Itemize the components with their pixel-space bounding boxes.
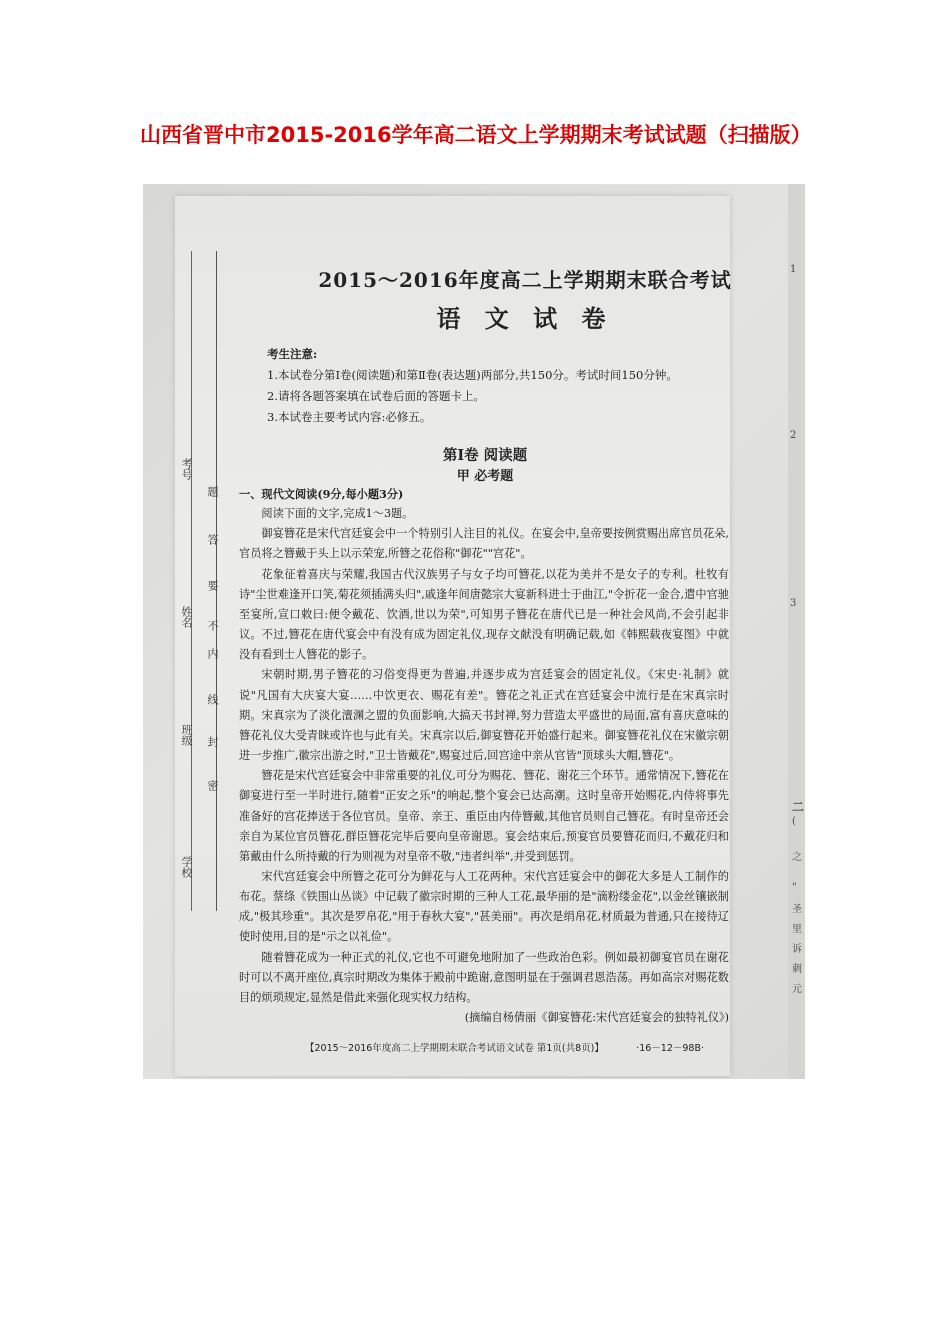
footer-code: ·16－12－98B· [636, 1043, 704, 1054]
exam-subject: 语 文 试 卷 [436, 304, 614, 333]
next-page-mark: 元 [792, 984, 802, 995]
next-page-mark: 刺 [792, 964, 802, 975]
field-school: 学校 [180, 856, 193, 878]
next-page-mark: 3 [790, 598, 797, 609]
seal-word: 答 [206, 534, 219, 545]
adjacent-page-edge [788, 184, 805, 1079]
next-page-mark: 之 [792, 852, 802, 863]
passage-source: (摘编自杨倩丽《御宴簪花:宋代宫廷宴会的独特礼仪》) [464, 1011, 729, 1025]
scanned-exam-image [143, 184, 805, 1079]
section-title: 第Ⅰ卷 阅读题 [442, 447, 528, 464]
seal-word: 密 [206, 780, 219, 791]
notice-item: 2.请将各题答案填在试卷后面的答题卡上。 [267, 389, 485, 403]
next-page-mark: 二 [792, 800, 805, 814]
exam-header [305, 264, 745, 334]
page-footer: 【2015～2016年度高二上学期期末联合考试语文试卷 第1页(共8页)】 [305, 1043, 604, 1054]
question-instruction: 阅读下面的文字,完成1～3题。 [261, 507, 414, 521]
passage-paragraph: 随着簪花成为一种正式的礼仪,它也不可避免地附加了一些政治色彩。例如最初御宴官员在谢花时可以不离开座位,真宗时期改为集体于殿前中跪谢,意图明显在于强调君恩浩荡。再如高宗对赐花数目的烦琐规定,显然是借此来强化现实权力结构。 [239, 950, 729, 1004]
field-class: 班级 [180, 724, 193, 746]
document-title: 山西省晋中市2015-2016学年高二语文上学期期末考试试题（扫描版） [140, 123, 812, 147]
seal-word: 封 [206, 736, 219, 747]
seal-word: 内 [206, 648, 219, 659]
next-page-mark: ( [792, 816, 796, 827]
passage-paragraph: 花象征着喜庆与荣耀,我国古代汉族男子与女子均可簪花,以花为美并不是女子的专利。杜牧有诗"尘世难逢开口笑,菊花须插满头归",戚逢年间唐懿宗大宴新科进士于曲江,"令折花一金合,遣中官驰至宴所,宣口敕曰:便令戴花、饮酒,世以为荣",可知男子簪花在唐代已是一种社会风尚,不会引起非议。不过,簪花在唐代宴会中有没有成为固定礼仪,现存文献没有明确记载,如《韩熙载夜宴图》中就没有看到士人簪花的影子。 [239, 567, 729, 662]
passage-paragraph: 御宴簪花是宋代宫廷宴会中一个特别引人注目的礼仪。在宴会中,皇帝要按例赏赐出席官员花朵,官员将之簪戴于头上以示荣宠,所簪之花俗称"御花""宫花"。 [239, 527, 729, 561]
passage-paragraph: 宋朝时期,男子簪花的习俗变得更为普遍,并逐步成为宫廷宴会的固定礼仪。《宋史·礼制》就说"凡国有大庆宴大宴……中饮更衣、赐花有差"。簪花之礼正式在宫廷宴会中流行是在宋真宗时期。宋真宗为了淡化澶渊之盟的负面影响,大搞天书封禅,努力营造太平盛世的局面,富有喜庆意味的簪花礼仪大受青睐或许也与此有关。宋真宗以后,御宴簪花开始盛行起来。御宴簪花礼仪在宋徽宗朝进一步推广,徽宗出游之时,"卫士皆戴花",赐宴过后,回宫途中亲从官皆"顶球头大帽,簪花"。 [239, 668, 729, 763]
next-page-mark: 圣 [792, 904, 802, 915]
notice-title: 考生注意: [267, 347, 318, 361]
notice-item: 1.本试卷分第Ⅰ卷(阅读题)和第Ⅱ卷(表达题)两部分,共150分。考试时间150分钟。 [267, 368, 678, 382]
next-page-mark: 1 [790, 264, 797, 275]
field-exam-number: 考号 [180, 458, 193, 480]
passage-paragraph: 宋代宫廷宴会中所簪之花可分为鲜花与人工花两种。宋代宫廷宴会中的御花大多是人工制作的布花。蔡绦《铁围山丛谈》中记载了徽宗时期的三种人工花,最华丽的是"滴粉缕金花",以金丝镶嵌制成,"极其珍重"。其次是罗帛花,"用于春秋大宴","甚美丽"。再次是绢帛花,材质最为普通,只在接待辽使时使用,目的是"示之以礼俭"。 [239, 869, 729, 944]
notice-item: 3.本试卷主要考试内容:必修五。 [267, 410, 432, 424]
reading-passage [239, 484, 729, 1028]
exam-paper [175, 196, 730, 1076]
exam-title: 2015～2016年度高二上学期期末联合考试 [318, 268, 732, 292]
next-page-mark: 诉 [792, 944, 802, 955]
section-header [415, 444, 555, 484]
binding-line-outer [191, 251, 192, 911]
next-page-mark: " [792, 882, 797, 893]
exam-notice [267, 344, 727, 428]
subsection-title: 甲 必考题 [456, 469, 514, 484]
seal-word: 要 [206, 580, 219, 591]
next-page-mark: 里 [792, 924, 802, 935]
seal-word: 不 [206, 620, 219, 631]
question-heading: 一、现代文阅读(9分,每小题3分) [239, 487, 404, 501]
passage-paragraph: 簪花是宋代宫廷宴会中非常重要的礼仪,可分为赐花、簪花、谢花三个环节。通常情况下,簪花在御宴进行至一半时进行,随着"正安之乐"的响起,整个宴会已达高潮。这时皇帝开始赐花,内侍将事先准备好的宫花捧送于各位官员。皇帝、亲王、重臣由内侍簪戴,其他官员则自己簪花。有时皇帝还会亲自为某位官员簪花,群臣簪花完毕后要向皇帝谢恩。宴会结束后,预宴官员要簪花而归,不戴花归和第戴由什么所持戴的行为则视为对皇帝不敬,"违者纠举",并受到惩罚。 [239, 769, 729, 863]
next-page-mark: 2 [790, 430, 797, 441]
field-name: 姓名 [180, 606, 193, 628]
seal-word: 线 [206, 694, 219, 705]
seal-word: 题 [206, 486, 219, 497]
